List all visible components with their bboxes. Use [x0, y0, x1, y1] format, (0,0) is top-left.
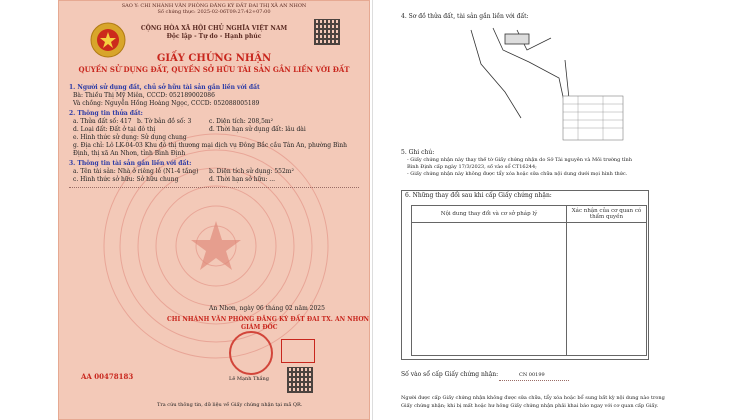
- nation-name: CỘNG HÒA XÃ HỘI CHỦ NGHĨA VIỆT NAM: [140, 25, 288, 32]
- lookup-qr-code: [287, 367, 313, 393]
- asset-section-header: 3. Thông tin tài sản gắn liền với đất:: [69, 160, 192, 167]
- issuing-office: CHI NHÁNH VĂN PHÒNG ĐĂNG KÝ ĐẤT ĐAI TX. AN NHƠN: [167, 316, 370, 323]
- use-form: e. Hình thức sử dụng: Sử dụng chung: [73, 134, 187, 141]
- signer-name: Lê Mạnh Thắng: [229, 376, 269, 382]
- parcel-number: a. Thửa đất số: 417: [73, 118, 132, 125]
- qr-lookup-note: Tra cứu thông tin, dữ liệu về Giấy chứng nhận tại mã QR.: [157, 402, 303, 408]
- owner-line-2: Và chồng: Nguyễn Hồng Hoàng Ngọc, CCCD: 052088005189: [73, 100, 260, 107]
- certificate-back-page: [372, 0, 678, 420]
- registrar-stamp: [281, 339, 315, 363]
- asset-term: d. Thời hạn sở hữu: ...: [209, 176, 276, 183]
- parcel-section-header: 2. Thông tin thửa đất:: [69, 110, 143, 117]
- changes-confirm-cell: [567, 223, 647, 356]
- parcel-diagram: [433, 22, 653, 142]
- map-sheet-number: b. Tờ bản đồ số: 3: [137, 118, 192, 125]
- certificate-front-page: [58, 0, 370, 420]
- changes-col-content: Nội dung thay đổi và cơ sở pháp lý: [412, 206, 567, 223]
- nation-motto: Độc lập - Tự do - Hạnh phúc: [166, 33, 262, 40]
- diagram-section-header: 4. Sơ đồ thửa đất, tài sản gắn liền với đất:: [401, 13, 529, 20]
- official-seal: [229, 331, 273, 375]
- changes-section-header: 6. Những thay đổi sau khi cấp Giấy chứng nhận:: [405, 192, 552, 199]
- changes-content-cell: [412, 223, 567, 356]
- land-use-term: đ. Thời hạn sử dụng đất: lâu dài: [209, 126, 306, 133]
- owner-line-1: Bà: Thiều Thị Mỹ Miên, CCCD: 052189002086: [73, 92, 215, 99]
- asset-ownership: c. Hình thức sở hữu: Sở hữu chung: [73, 176, 179, 183]
- footer-note-line-1: Người được cấp Giấy chứng nhận không được sửa chữa, tẩy xóa hoặc bổ sung bất kỳ nội dung nào trong: [401, 395, 665, 401]
- asset-name: a. Tên tài sản: Nhà ở riêng lẻ (N1-4 tầng): [73, 168, 199, 175]
- changes-col-confirm: Xác nhận của cơ quan có thẩm quyền: [567, 206, 647, 223]
- asset-area: b. Diện tích sử dụng: 552m²: [209, 168, 294, 175]
- parcel-address: g. Địa chỉ: Lô LK-04-03 Khu đô thị thương mại dịch vụ Đông Bắc cầu Tân An, phường Bình: [73, 142, 347, 149]
- serial-number: AA 00478183: [81, 372, 134, 381]
- signer-role: GIÁM ĐỐC: [241, 324, 278, 331]
- certificate-title: GIẤY CHỨNG NHẬN: [156, 53, 272, 64]
- divider: [69, 187, 359, 188]
- footer-note-line-2: Giấy chứng nhận; khi bị mất hoặc hư hỏng Giấy chứng nhận phải khai báo ngay với cơ quan cấp Giấy.: [401, 403, 659, 409]
- note-line-1: - Giấy chứng nhận này thay thế tờ Giấy chứng nhận do Sở Tài nguyên và Môi trường tỉnh: [407, 157, 632, 163]
- land-type: d. Loại đất: Đất ở tại đô thị: [73, 126, 156, 133]
- note-line-3: - Giấy chứng nhận này không được tẩy xóa hoặc sửa chữa nội dung dưới mọi hình thức.: [407, 171, 628, 177]
- signing-place-date: An Nhơn, ngày 06 tháng 02 năm 2025: [209, 305, 325, 312]
- copy-stamp-line-1: SAO Y: CHI NHÁNH VĂN PHÒNG ĐĂNG KÝ ĐẤT ĐAI THỊ XÃ AN NHƠN: [121, 3, 307, 9]
- register-number: CN 00199: [519, 372, 545, 378]
- copy-stamp-line-2: Số chứng thực: 2025-02-06T09:27:42+07:00: [157, 9, 271, 15]
- certificate-subtitle: QUYỀN SỬ DỤNG ĐẤT, QUYỀN SỞ HỮU TÀI SẢN GẮN LIỀN VỚI ĐẤT: [78, 65, 350, 74]
- parcel-area: c. Diện tích: 208,5m²: [209, 118, 273, 125]
- note-line-2: Bình Định cấp ngày 17/3/2023, số vào sổ CT16244;: [407, 164, 537, 170]
- register-underline: [499, 380, 569, 381]
- notes-section-header: 5. Ghi chú:: [401, 149, 435, 156]
- register-label: Số vào sổ cấp Giấy chứng nhận:: [401, 371, 499, 378]
- owner-section-header: 1. Người sử dụng đất, chủ sở hữu tài sản gắn liền với đất: [69, 84, 260, 91]
- changes-table: [411, 205, 647, 356]
- parcel-address-cont: Định, thị xã An Nhơn, tỉnh Bình Định: [73, 150, 186, 157]
